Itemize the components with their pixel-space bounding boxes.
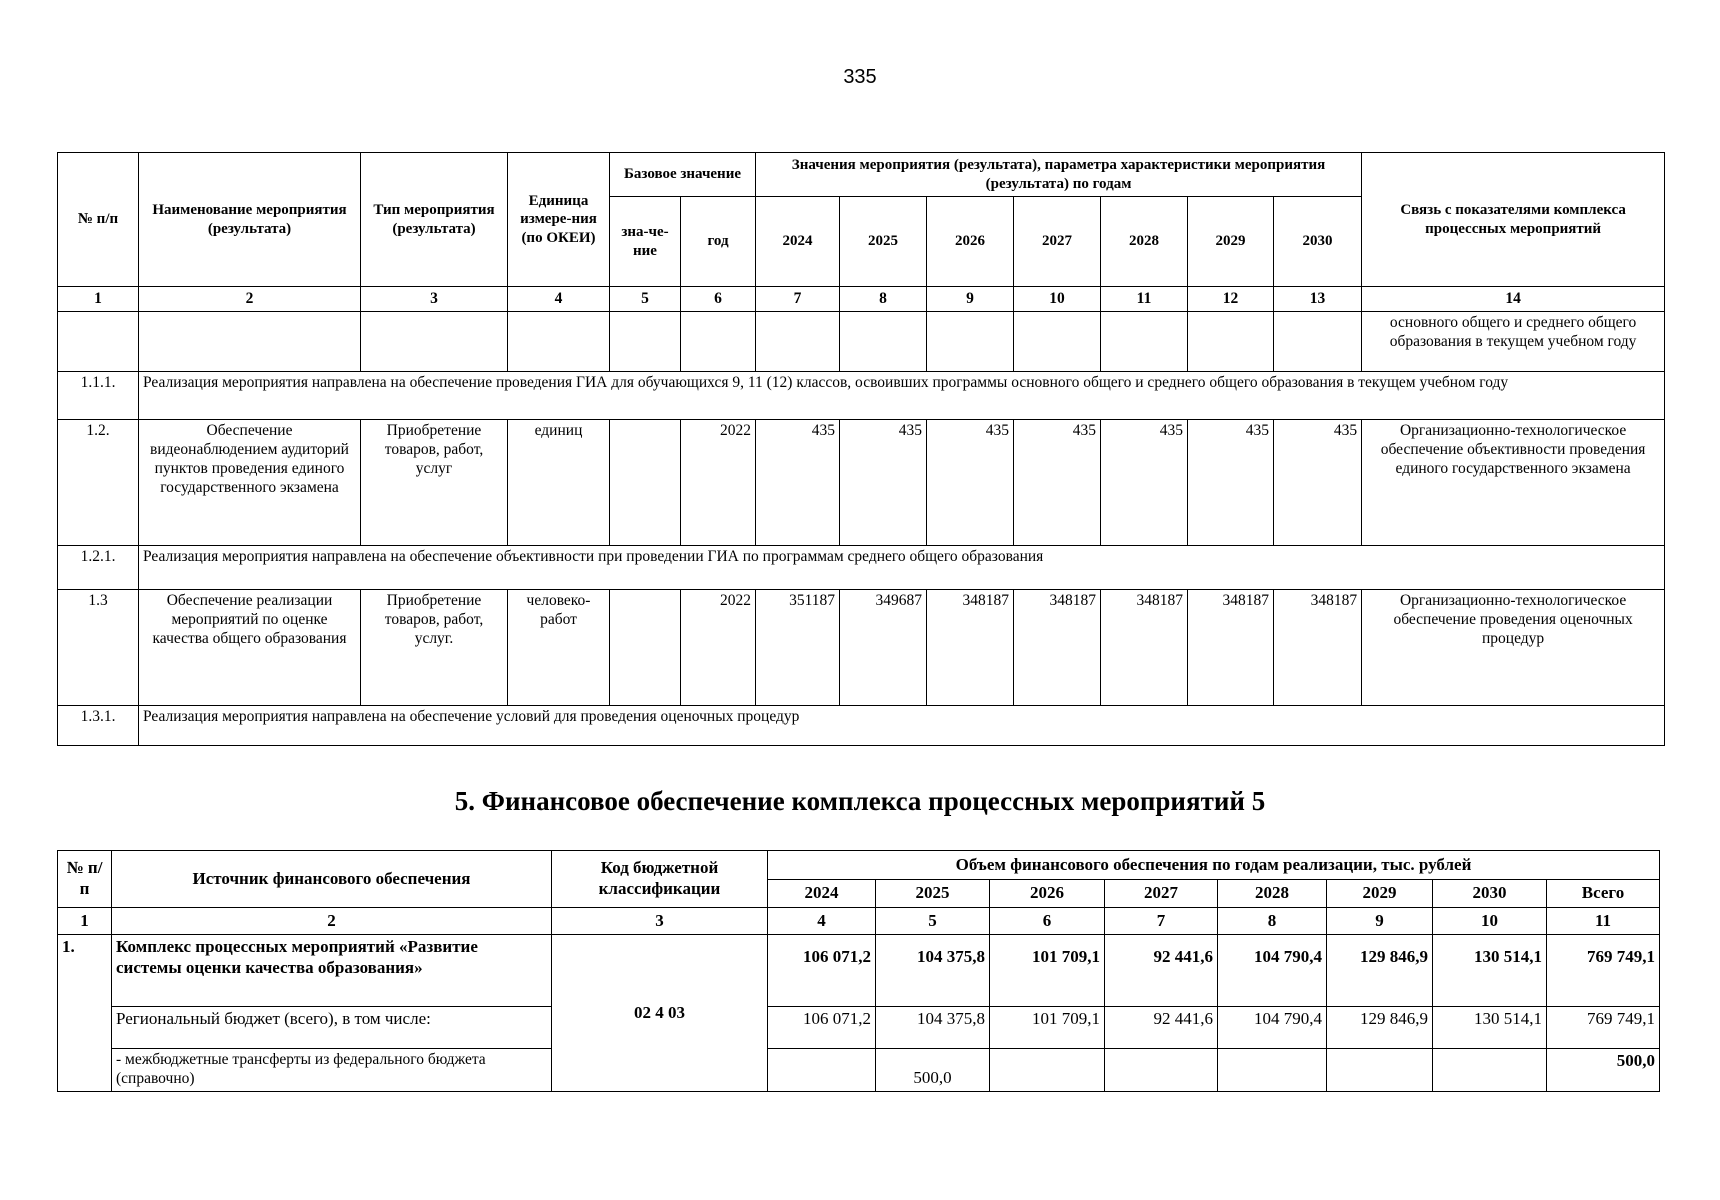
measure-type: Приобретение товаров, работ, услуг.: [361, 590, 508, 706]
year-value: 348187: [927, 590, 1014, 706]
row-number: 1.3: [58, 590, 139, 706]
header-year: 2028: [1101, 197, 1188, 287]
header-year: 2026: [990, 880, 1105, 908]
header-volume: Объем финансового обеспечения по годам реализации, тыс. рублей: [768, 851, 1660, 880]
column-number: 5: [876, 908, 990, 935]
year-value: [1218, 1049, 1327, 1092]
year-value: 435: [1274, 420, 1362, 546]
note-text: Реализация мероприятия направлена на обеспечение объективности при проведении ГИА по программам среднего общего образования: [139, 546, 1665, 590]
header-year: 2030: [1274, 197, 1362, 287]
column-number: 7: [1105, 908, 1218, 935]
header-year: 2028: [1218, 880, 1327, 908]
year-value: 348187: [1101, 590, 1188, 706]
total-value: 500,0: [1547, 1049, 1660, 1092]
column-number: 14: [1362, 287, 1665, 312]
column-number: 13: [1274, 287, 1362, 312]
header-num: № п/п: [58, 851, 112, 908]
header-base-value: зна-че-ние: [610, 197, 681, 287]
year-value: 435: [840, 420, 927, 546]
year-value: [1327, 1049, 1433, 1092]
year-value: 351187: [756, 590, 840, 706]
year-value: 130 514,1: [1433, 935, 1547, 1007]
column-number: 6: [990, 908, 1105, 935]
header-type: Тип мероприятия (результата): [361, 153, 508, 287]
note-text: Реализация мероприятия направлена на обеспечение условий для проведения оценочных процедур: [139, 706, 1665, 746]
year-value: 348187: [1274, 590, 1362, 706]
measure-name: Обеспечение видеонаблюдением аудиторий пунктов проведения единого государственного экзамена: [139, 420, 361, 546]
year-value: 104 375,8: [876, 935, 990, 1007]
table-row-item: [58, 420, 1665, 546]
header-code: Код бюджетной классификации: [552, 851, 768, 908]
year-value: 129 846,9: [1327, 1007, 1433, 1049]
measures-table: [57, 152, 1665, 746]
column-number: 11: [1547, 908, 1660, 935]
header-year: 2024: [768, 880, 876, 908]
total-value: 769 749,1: [1547, 935, 1660, 1007]
table-row-note: [58, 546, 1665, 590]
table-row-transfers: [58, 1049, 1660, 1092]
header-base: Базовое значение: [610, 153, 756, 197]
row-number: 1.1.1.: [58, 372, 139, 420]
header-source: Источник финансового обеспечения: [112, 851, 552, 908]
year-value: 101 709,1: [990, 935, 1105, 1007]
column-number: 8: [840, 287, 927, 312]
year-value: 500,0: [876, 1049, 990, 1092]
header-link: Связь с показателями комплекса процессных мероприятий: [1362, 153, 1665, 287]
base-value: [610, 420, 681, 546]
year-value: 435: [1014, 420, 1101, 546]
budget-code: 02 4 03: [552, 935, 768, 1092]
year-value: 435: [756, 420, 840, 546]
header-year: 2029: [1327, 880, 1433, 908]
column-number: 1: [58, 287, 139, 312]
header-year: 2029: [1188, 197, 1274, 287]
column-number: 2: [112, 908, 552, 935]
year-value: 106 071,2: [768, 1007, 876, 1049]
year-value: 104 375,8: [876, 1007, 990, 1049]
year-value: 101 709,1: [990, 1007, 1105, 1049]
base-value: [610, 590, 681, 706]
year-value: 106 071,2: [768, 935, 876, 1007]
header-name: Наименование мероприятия (результата): [139, 153, 361, 287]
link-cell: Организационно-технологическое обеспечение объективности проведения единого государственного экзамена: [1362, 420, 1665, 546]
measure-type: Приобретение товаров, работ, услуг: [361, 420, 508, 546]
row-number: 1.3.1.: [58, 706, 139, 746]
year-value: 130 514,1: [1433, 1007, 1547, 1049]
link-cell: основного общего и среднего общего образования в текущем учебном году: [1362, 312, 1665, 372]
year-value: 435: [1101, 420, 1188, 546]
header-base-year: год: [681, 197, 756, 287]
year-value: 435: [1188, 420, 1274, 546]
header-year: 2026: [927, 197, 1014, 287]
source-cell: Региональный бюджет (всего), в том числе:: [112, 1007, 552, 1049]
financing-table: [57, 850, 1660, 1092]
header-unit: Единица измере-ния (по ОКЕИ): [508, 153, 610, 287]
header-year: 2025: [876, 880, 990, 908]
header-year: 2027: [1014, 197, 1101, 287]
column-number: 2: [139, 287, 361, 312]
header-year: 2025: [840, 197, 927, 287]
header-year: 2030: [1433, 880, 1547, 908]
measure-unit: человеко-работ: [508, 590, 610, 706]
measure-name: Обеспечение реализации мероприятий по оценке качества общего образования: [139, 590, 361, 706]
column-number: 12: [1188, 287, 1274, 312]
source-cell: Комплекс процессных мероприятий «Развитие системы оценки качества образования»: [112, 935, 552, 1007]
table-row-item: [58, 590, 1665, 706]
base-year: 2022: [681, 590, 756, 706]
year-value: 348187: [1014, 590, 1101, 706]
year-value: [1105, 1049, 1218, 1092]
column-number: 10: [1433, 908, 1547, 935]
header-values-group: Значения мероприятия (результата), параметра характеристики мероприятия (результата) по годам: [756, 153, 1362, 197]
year-value: 435: [927, 420, 1014, 546]
year-value: [990, 1049, 1105, 1092]
source-cell: - межбюджетные трансферты из федерального бюджета (справочно): [112, 1049, 552, 1092]
row-number: 1.: [58, 935, 112, 1092]
table-row-complex: [58, 935, 1660, 1007]
column-number: 4: [768, 908, 876, 935]
row-number: 1.2.1.: [58, 546, 139, 590]
column-number: 1: [58, 908, 112, 935]
page-number: 335: [843, 66, 877, 88]
table-row-carry-over: [58, 312, 1665, 372]
column-number: 7: [756, 287, 840, 312]
header-year: 2027: [1105, 880, 1218, 908]
year-value: 349687: [840, 590, 927, 706]
column-number: 9: [927, 287, 1014, 312]
header-total: Всего: [1547, 880, 1660, 908]
year-value: 104 790,4: [1218, 935, 1327, 1007]
table-row-regional: [58, 1007, 1660, 1049]
section-title: 5. Финансовое обеспечение комплекса процессных мероприятий 5: [454, 786, 1266, 816]
note-text: Реализация мероприятия направлена на обеспечение проведения ГИА для обучающихся 9, 11 (12) классов, освоивших программы основного общего и среднего общего образования в текущем учебном году: [139, 372, 1665, 420]
year-value: 348187: [1188, 590, 1274, 706]
year-value: 129 846,9: [1327, 935, 1433, 1007]
header-num: № п/п: [58, 153, 139, 287]
column-number: 8: [1218, 908, 1327, 935]
column-number: 5: [610, 287, 681, 312]
column-number: 11: [1101, 287, 1188, 312]
link-cell: Организационно-технологическое обеспечение проведения оценочных процедур: [1362, 590, 1665, 706]
base-year: 2022: [681, 420, 756, 546]
column-number: 6: [681, 287, 756, 312]
total-value: 769 749,1: [1547, 1007, 1660, 1049]
column-number: 4: [508, 287, 610, 312]
column-number: 3: [552, 908, 768, 935]
year-value: [1433, 1049, 1547, 1092]
table-row-note: [58, 706, 1665, 746]
year-value: [768, 1049, 876, 1092]
column-number: 3: [361, 287, 508, 312]
year-value: 92 441,6: [1105, 935, 1218, 1007]
measure-unit: единиц: [508, 420, 610, 546]
year-value: 104 790,4: [1218, 1007, 1327, 1049]
column-number: 9: [1327, 908, 1433, 935]
header-year: 2024: [756, 197, 840, 287]
row-number: 1.2.: [58, 420, 139, 546]
column-number: 10: [1014, 287, 1101, 312]
table-row-note: [58, 372, 1665, 420]
year-value: 92 441,6: [1105, 1007, 1218, 1049]
